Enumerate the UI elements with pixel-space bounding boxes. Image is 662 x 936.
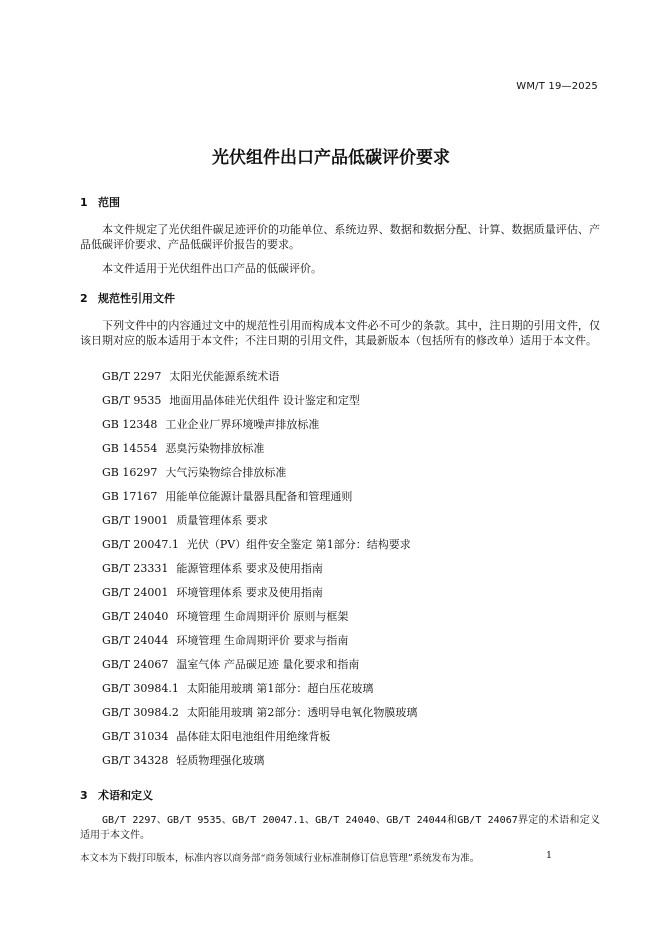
reference-item bbox=[102, 633, 417, 657]
reference-title: 地面用晶体硅光伏组件 设计鉴定和定型 bbox=[169, 394, 360, 407]
section-2-heading bbox=[80, 290, 175, 306]
section-1-heading bbox=[80, 194, 120, 210]
reference-item bbox=[102, 609, 417, 633]
document-code: WM/T 19—2025 bbox=[516, 81, 598, 92]
reference-item bbox=[102, 753, 417, 777]
reference-code: GB 16297 bbox=[102, 466, 158, 479]
reference-title: 环境管理 生命周期评价 要求与指南 bbox=[176, 634, 349, 647]
normative-reference-list bbox=[102, 369, 417, 777]
reference-item bbox=[102, 465, 417, 489]
reference-code: GB 17167 bbox=[102, 490, 158, 503]
reference-item bbox=[102, 705, 417, 729]
reference-code: GB/T 30984.2 bbox=[102, 706, 179, 719]
reference-title: 温室气体 产品碳足迹 量化要求和指南 bbox=[176, 658, 360, 671]
section-title: 术语和定义 bbox=[98, 789, 153, 802]
reference-code: GB 14554 bbox=[102, 442, 158, 455]
reference-code: GB 12348 bbox=[102, 418, 158, 431]
reference-item bbox=[102, 561, 417, 585]
reference-item bbox=[102, 657, 417, 681]
reference-code: GB/T 20047.1 bbox=[102, 538, 179, 551]
reference-title: 光伏（PV）组件安全鉴定 第1部分：结构要求 bbox=[186, 538, 411, 551]
reference-title: 环境管理体系 要求及使用指南 bbox=[176, 586, 323, 599]
reference-item bbox=[102, 537, 417, 561]
reference-title: 太阳能用玻璃 第1部分：超白压花玻璃 bbox=[186, 682, 374, 695]
reference-code: GB/T 24001 bbox=[102, 586, 169, 599]
reference-title: 太阳光伏能源系统术语 bbox=[169, 370, 280, 383]
reference-item bbox=[102, 369, 417, 393]
reference-item bbox=[102, 585, 417, 609]
reference-code: GB/T 31034 bbox=[102, 730, 169, 743]
section-number: 1 bbox=[80, 196, 88, 209]
reference-title: 质量管理体系 要求 bbox=[176, 514, 268, 527]
reference-item bbox=[102, 441, 417, 465]
reference-item bbox=[102, 393, 417, 417]
reference-title: 用能单位能源计量器具配备和管理通则 bbox=[165, 490, 353, 503]
reference-title: 大气污染物综合排放标准 bbox=[165, 466, 287, 479]
section-title: 范围 bbox=[98, 196, 120, 209]
reference-code: GB/T 24044 bbox=[102, 634, 169, 647]
reference-item bbox=[102, 681, 417, 705]
document-title: 光伏组件出口产品低碳评价要求 bbox=[212, 148, 450, 168]
reference-title: 太阳能用玻璃 第2部分：透明导电氧化物膜玻璃 bbox=[186, 706, 418, 719]
reference-code: GB/T 24040 bbox=[102, 610, 169, 623]
reference-code: GB/T 30984.1 bbox=[102, 682, 179, 695]
reference-item bbox=[102, 513, 417, 537]
reference-code: GB/T 9535 bbox=[102, 394, 162, 407]
reference-title: 环境管理 生命周期评价 原则与框架 bbox=[176, 610, 349, 623]
reference-title: 轻质物理强化玻璃 bbox=[176, 754, 265, 767]
section-title: 规范性引用文件 bbox=[98, 292, 175, 305]
section-2-paragraph-1: 下列文件中的内容通过文中的规范性引用而构成本文件必不可少的条款。其中，注日期的引用文件，仅该日期对应的版本适用于本文件；不注日期的引用文件，其最新版本（包括所有的修改单）适用于本文件。 bbox=[80, 319, 600, 347]
reference-code: GB/T 23331 bbox=[102, 562, 169, 575]
footer-notice: 本文本为下载打印版本，标准内容以商务部“商务领域行业标准制修订信息管理”系统发布为准。 bbox=[80, 853, 480, 864]
reference-title: 工业企业厂界环境噪声排放标准 bbox=[165, 418, 320, 431]
reference-code: GB/T 24067 bbox=[102, 658, 169, 671]
section-3-heading bbox=[80, 787, 153, 803]
reference-title: 能源管理体系 要求及使用指南 bbox=[176, 562, 323, 575]
reference-title: 晶体硅太阳电池组件用绝缘背板 bbox=[176, 730, 331, 743]
reference-item bbox=[102, 489, 417, 513]
section-3-paragraph-1: GB/T 2297、GB/T 9535、GB/T 20047.1、GB/T 24040、GB/T 24044和GB/T 24067界定的术语和定义适用于本文件。 bbox=[80, 815, 600, 841]
reference-item bbox=[102, 417, 417, 441]
section-number: 3 bbox=[80, 789, 88, 802]
section-1-paragraph-2: 本文件适用于光伏组件出口产品的低碳评价。 bbox=[102, 262, 322, 275]
reference-code: GB/T 34328 bbox=[102, 754, 169, 767]
reference-code: GB/T 2297 bbox=[102, 370, 162, 383]
section-number: 2 bbox=[80, 292, 88, 305]
reference-item bbox=[102, 729, 417, 753]
reference-code: GB/T 19001 bbox=[102, 514, 169, 527]
reference-title: 恶臭污染物排放标准 bbox=[165, 442, 265, 455]
section-1-paragraph-1: 本文件规定了光伏组件碳足迹评价的功能单位、系统边界、数据和数据分配、计算、数据质量评估、产品低碳评价要求、产品低碳评价报告的要求。 bbox=[80, 223, 600, 251]
page-number: 1 bbox=[546, 850, 553, 861]
